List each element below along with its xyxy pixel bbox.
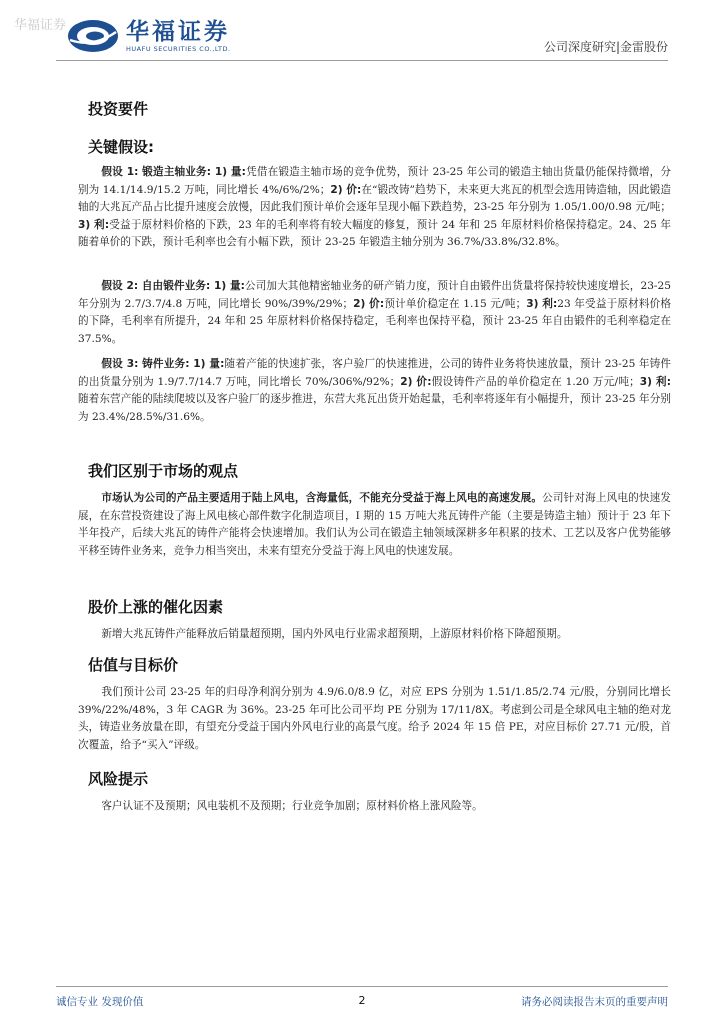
catalyst-paragraph: 新增大兆瓦铸件产能释放后销量超预期，国内外风电行业需求超预期，上游原材料价格下降超预期。	[101, 628, 568, 640]
section-title-view: 我们区别于市场的观点	[88, 462, 239, 480]
footer-disclaimer: 请务必阅读报告末页的重要声明	[521, 996, 668, 1008]
section-title-valuation: 估值与目标价	[88, 656, 179, 674]
report-type-label: 公司深度研究|金雷股份	[543, 40, 668, 54]
market-view-statement: 市场认为公司的产品主要适用于陆上风电，含海量低，不能充分受益于海上风电的高速发展。	[101, 492, 543, 504]
assumption-2-price-label: 2) 价:	[353, 297, 385, 310]
assumption-3-profit: 随着东营产能的陆续爬坡以及客户验厂的逐步推进，东营大兆瓦出货开始起量，毛利率将逐年有小幅提升，预计 23-25 年分别为 23.4%/28.5%/31.6%。	[78, 393, 671, 423]
assumption-3-profit-label: 3) 利:	[639, 375, 672, 388]
huafu-logo-icon	[66, 18, 120, 54]
assumption-3-price-label: 2) 价:	[400, 375, 432, 388]
assumption-1-profit: 受益于原材料价格的下跌，23 年的毛利率将有较大幅度的修复，预计 24 年和 25 年原材料价格保持稳定。24、25 年随着单价的下跌，预计毛利率也会有小幅下跌，预计 23-25 年锻造主轴分别为 36.7%/33.8%/32.8%。	[78, 218, 671, 248]
section-title-risk: 风险提示	[88, 770, 149, 788]
logo-chinese-name: 华福证券	[126, 19, 230, 45]
assumption-2-paragraph	[78, 278, 671, 348]
logo-english-name: HUAFU SECURITIES CO.,LTD.	[126, 45, 231, 53]
assumption-3-price: 假设铸件产品的单价稳定在 1.20 万元/吨；	[431, 375, 640, 388]
assumption-1-price-label: 2) 价:	[330, 183, 362, 196]
header-divider	[56, 60, 668, 61]
assumption-2-profit-label: 3) 利:	[526, 297, 558, 310]
assumption-1-price: 在“锻改铸”趋势下，未来更大兆瓦的机型会选用铸造轴，因此锻造轴的大兆瓦产品占比提升速度会放慢，因此我们预计单价会逐年呈现小幅下跌趋势，23-25 年分别为 1.05/1.00/0.98 元/吨；	[78, 183, 671, 213]
assumption-2-volume: 公司加大其他精密轴业务的研产销力度，预计自由锻件出货量将保持较快速度增长，23-25 年分别为 2.7/3.7/4.8 万吨，同比增长 90%/39%/29%；	[78, 280, 671, 310]
assumption-1-profit-label: 3) 利:	[78, 218, 110, 231]
section-title-catalyst: 股价上涨的催化因素	[88, 598, 224, 616]
assumption-2-price: 预计单价稳定在 1.15 元/吨；	[384, 297, 527, 310]
section-title-invest: 投资要件	[88, 100, 149, 118]
footer-divider	[56, 986, 668, 987]
valuation-paragraph: 我们预计公司 23-25 年的归母净利润分别为 4.9/6.0/8.9 亿，对应 EPS 分别为 1.51/1.85/2.74 元/股，分别同比增长 39%/22%/48%，3 年 CAGR 为 36%。23-25 年可比公司平均 PE 分别为 17/11/8X。考虑到公司是全球风电主轴的绝对龙头，铸造业务放量在即，有望充分受益于国内外风电行业的高景气度。给予 2024 年 15 倍 PE，对应目标价 27.71 元/股，首次覆盖，给予“买入”评级。	[78, 686, 671, 751]
assumption-2-profit: 23 年受益于原材料价格的下降，毛利率有所提升，24 年和 25 年原材料价格保持稳定，毛利率也保持平稳，预计 23-25 年自由锻件的毛利率稳定在 37.5%。	[78, 297, 672, 345]
our-view-text: 公司针对海上风电的快速发展，在东营投资建设了海上风电核心部件数字化制造项目，I 期的 15 万吨大兆瓦铸件产能（主要是铸造主轴）预计于 23 年下半年投产，后续大兆瓦的铸件产能将会快速增加。我们认为公司在锻造主轴领域深耕多年积累的技术、工艺以及客户优势能够平移至铸件业务来，竞争力相当突出，未来有望充分受益于海上风电的快速发展。	[78, 492, 672, 557]
page-number: 2	[358, 994, 366, 1007]
footer-slogan: 诚信专业 发现价值	[56, 996, 144, 1008]
assumption-3-label: 假设 3: 铸件业务: 1) 量:	[101, 358, 225, 370]
view-paragraph	[78, 490, 671, 560]
risk-paragraph: 客户认证不及预期；风电装机不及预期；行业竞争加剧；原材料价格上涨风险等。	[101, 800, 483, 812]
watermark-text: 华福证券	[14, 18, 67, 33]
assumption-2-label: 假设 2: 自由锻件业务: 1) 量:	[101, 280, 245, 292]
assumption-1-volume: 凭借在锻造主轴市场的竞争优势，预计 23-25 年公司的锻造主轴出货量仍能保持微增，分别为 14.1/14.9/15.2 万吨，同比增长 4%/6%/2%；	[78, 166, 671, 196]
assumption-3-volume: 随着产能的快速扩张，客户验厂的快速推进，公司的铸件业务将快速放量，预计 23-25 年铸件的出货量分别为 1.9/7.7/14.7 万吨，同比增长 70%/306%/92%；	[78, 358, 672, 388]
company-logo	[66, 18, 231, 54]
section-title-assumptions: 关键假设:	[88, 138, 154, 156]
assumption-3-paragraph	[78, 356, 671, 426]
assumption-1-paragraph	[78, 164, 671, 252]
assumption-1-label: 假设 1: 锻造主轴业务: 1) 量:	[101, 166, 246, 178]
